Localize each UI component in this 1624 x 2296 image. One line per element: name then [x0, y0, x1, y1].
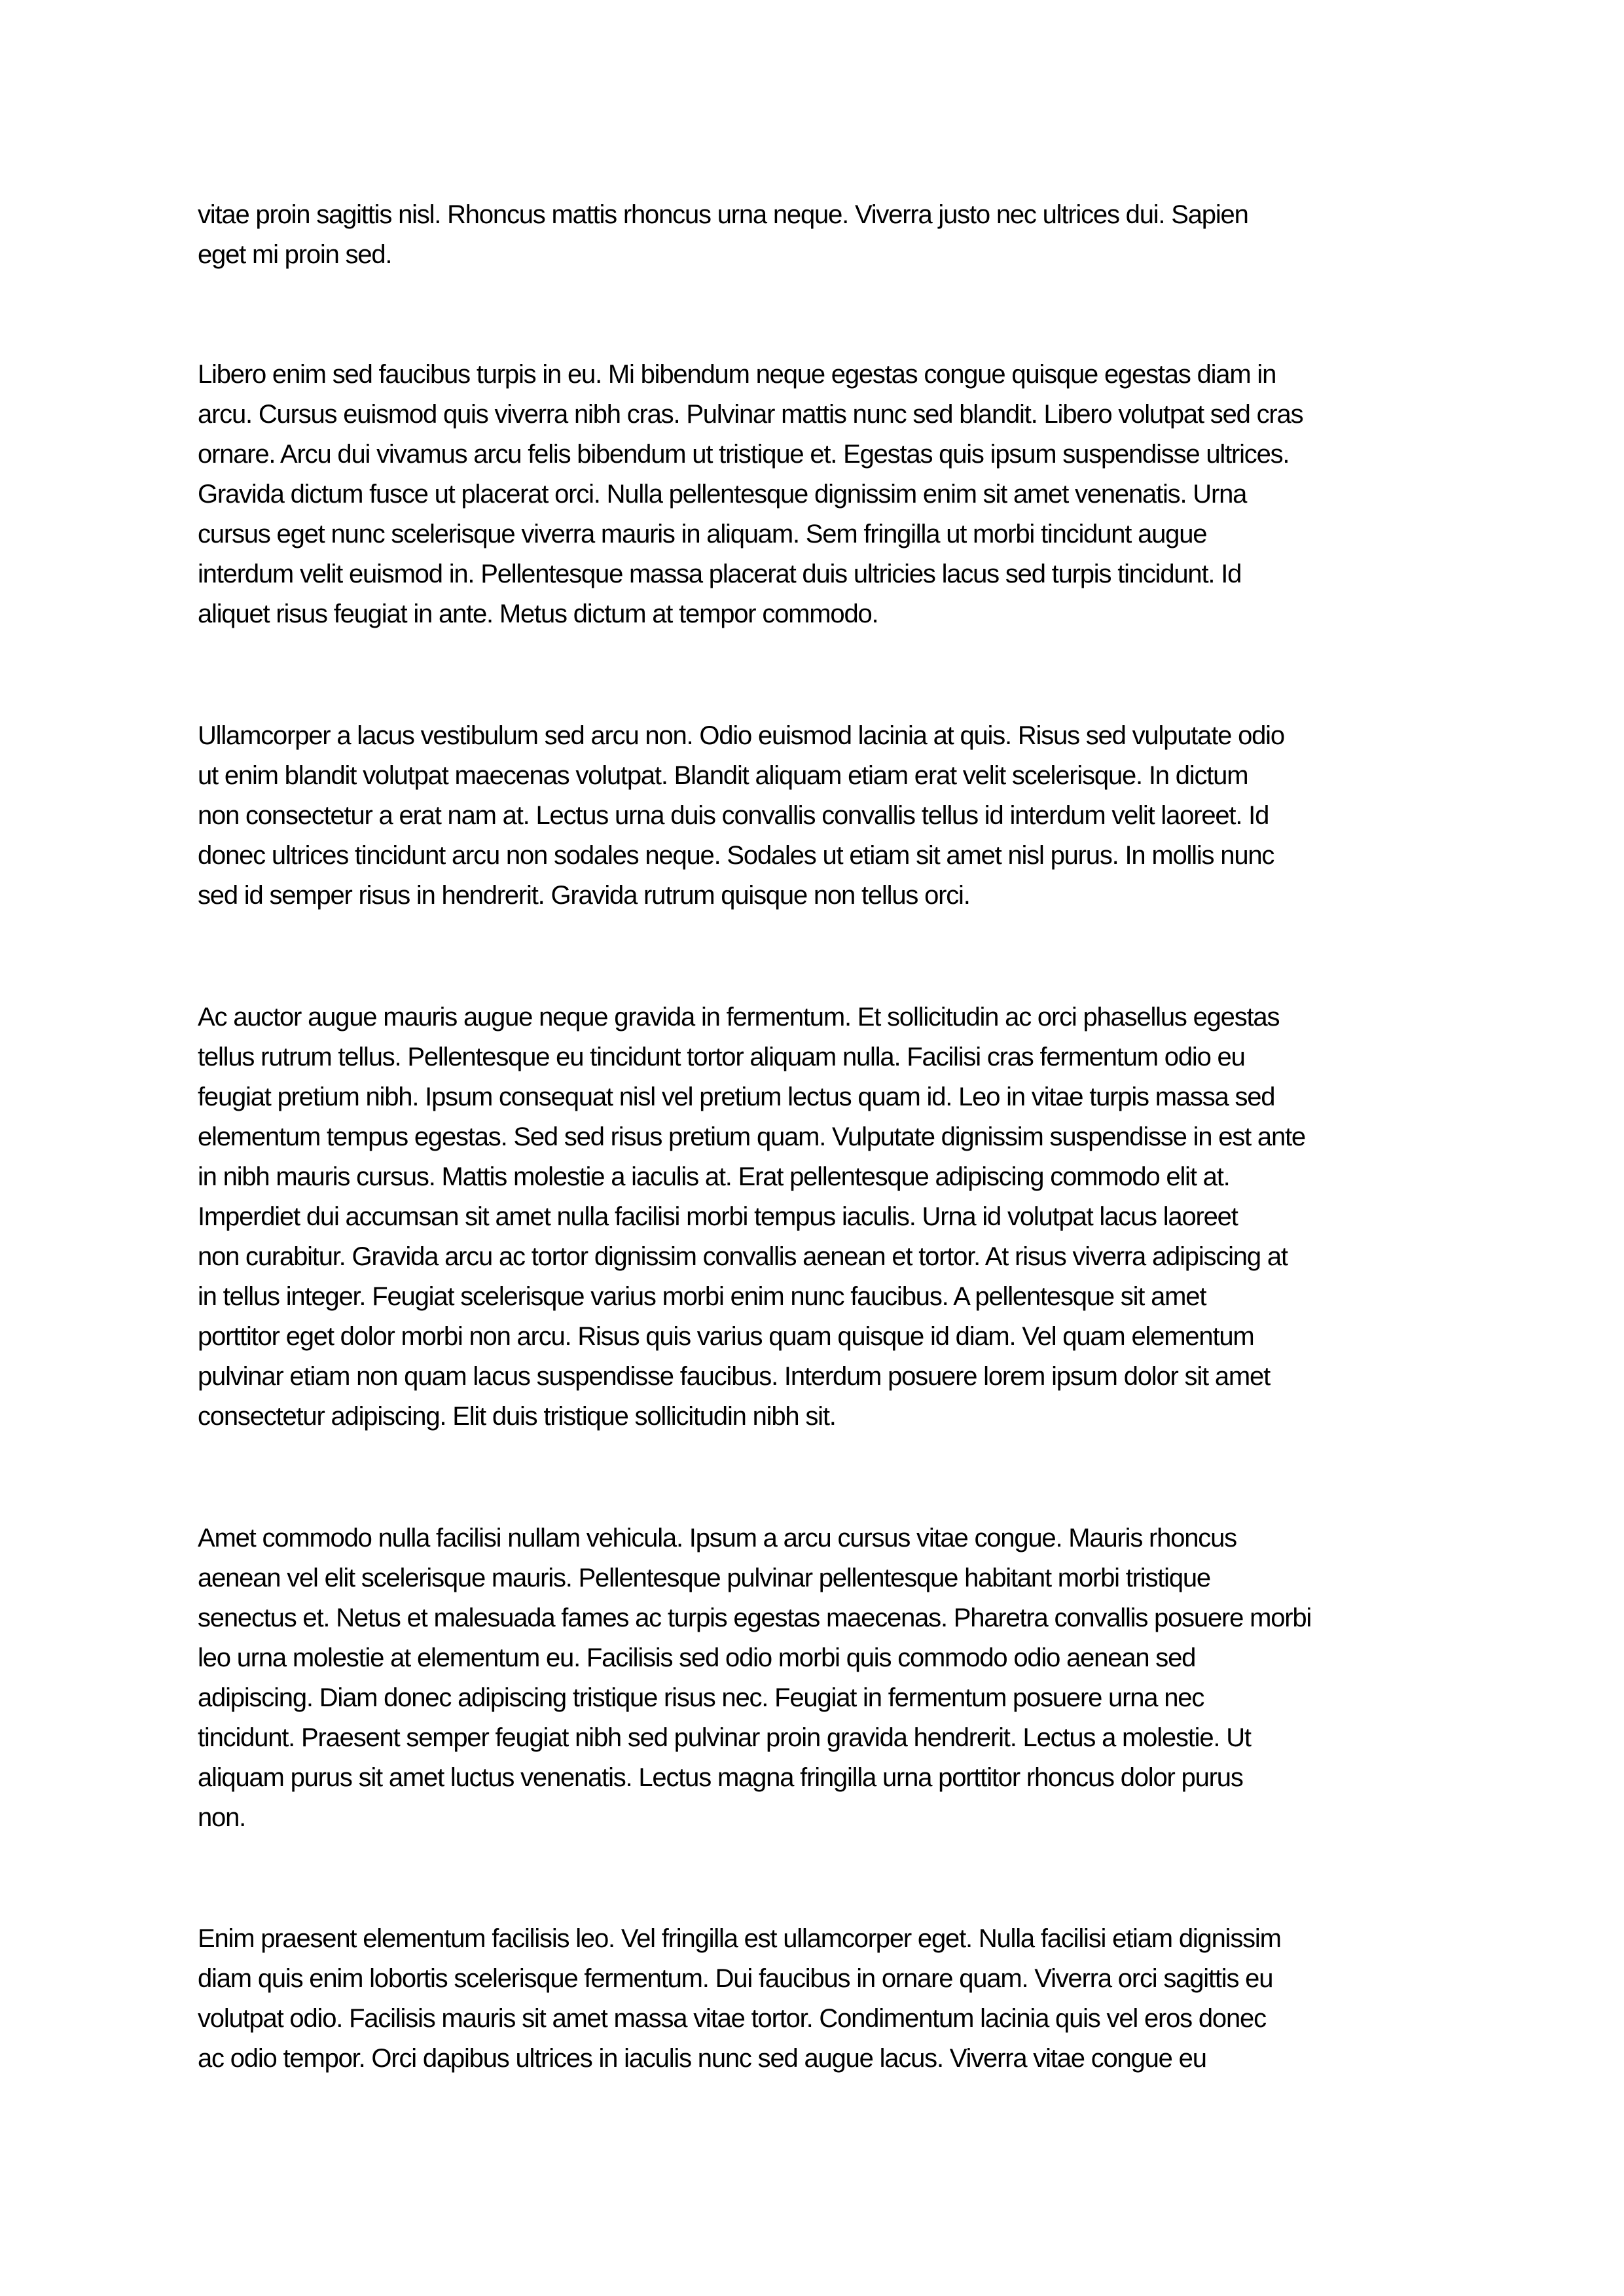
- text-line: Ullamcorper a lacus vestibulum sed arcu non. Odio euismod lacinia at quis. Risus sed vulputate odio: [198, 721, 1284, 750]
- text-line: in nibh mauris cursus. Mattis molestie a iaculis at. Erat pellentesque adipiscing commodo elit at.: [198, 1162, 1230, 1191]
- text-line: sed id semper risus in hendrerit. Gravida rutrum quisque non tellus orci.: [198, 881, 970, 910]
- text-line: senectus et. Netus et malesuada fames ac turpis egestas maecenas. Pharetra convallis posuere morbi: [198, 1604, 1312, 1632]
- text-line: Imperdiet dui accumsan sit amet nulla facilisi morbi tempus iaculis. Urna id volutpat lacus laoreet: [198, 1202, 1238, 1231]
- text-line: feugiat pretium nibh. Ipsum consequat nisl vel pretium lectus quam id. Leo in vitae turpis massa sed: [198, 1083, 1275, 1111]
- text-line: non.: [198, 1803, 246, 1832]
- text-line: aliquet risus feugiat in ante. Metus dictum at tempor commodo.: [198, 600, 878, 628]
- text-line: aliquam purus sit amet luctus venenatis. Lectus magna fringilla urna porttitor rhoncus dolor purus: [198, 1763, 1243, 1792]
- text-line: ut enim blandit volutpat maecenas volutpat. Blandit aliquam etiam erat velit scelerisque. In dictum: [198, 761, 1248, 790]
- text-line: ornare. Arcu dui vivamus arcu felis bibendum ut tristique et. Egestas quis ipsum suspendisse ultrices.: [198, 440, 1290, 469]
- text-line: ac odio tempor. Orci dapibus ultrices in iaculis nunc sed augue lacus. Viverra vitae congue eu: [198, 2044, 1206, 2073]
- paragraph-6: [198, 1919, 1441, 2079]
- text-line: Enim praesent elementum facilisis leo. Vel fringilla est ullamcorper eget. Nulla facilisi etiam dignissim: [198, 1924, 1281, 1953]
- text-line: pulvinar etiam non quam lacus suspendisse faucibus. Interdum posuere lorem ipsum dolor sit amet: [198, 1362, 1270, 1391]
- text-line: donec ultrices tincidunt arcu non sodales neque. Sodales ut etiam sit amet nisl purus. In mollis nunc: [198, 841, 1274, 870]
- text-line: Amet commodo nulla facilisi nullam vehicula. Ipsum a arcu cursus vitae congue. Mauris rhoncus: [198, 1524, 1236, 1552]
- text-line: cursus eget nunc scelerisque viverra mauris in aliquam. Sem fringilla ut morbi tincidunt augue: [198, 520, 1207, 548]
- text-line: diam quis enim lobortis scelerisque fermentum. Dui faucibus in ornare quam. Viverra orci sagittis eu: [198, 1964, 1273, 1993]
- text-line: leo urna molestie at elementum eu. Facilisis sed odio morbi quis commodo odio aenean sed: [198, 1643, 1196, 1672]
- text-line: porttitor eget dolor morbi non arcu. Risus quis varius quam quisque id diam. Vel quam elementum: [198, 1322, 1254, 1351]
- text-line: non consectetur a erat nam at. Lectus urna duis convallis convallis tellus id interdum velit laoreet. Id: [198, 801, 1269, 830]
- paragraph-5: [198, 1518, 1441, 1838]
- text-line: non curabitur. Gravida arcu ac tortor dignissim convallis aenean et tortor. At risus viverra adipiscing at: [198, 1242, 1288, 1271]
- text-line: tellus rutrum tellus. Pellentesque eu tincidunt tortor aliquam nulla. Facilisi cras fermentum odio eu: [198, 1043, 1245, 1071]
- paragraph-4: [198, 997, 1441, 1437]
- text-line: elementum tempus egestas. Sed sed risus pretium quam. Vulputate dignissim suspendisse in est ante: [198, 1122, 1305, 1151]
- text-line: arcu. Cursus euismod quis viverra nibh cras. Pulvinar mattis nunc sed blandit. Libero volutpat sed cras: [198, 400, 1303, 429]
- text-line: consectetur adipiscing. Elit duis tristique sollicitudin nibh sit.: [198, 1402, 836, 1431]
- text-line: Gravida dictum fusce ut placerat orci. Nulla pellentesque dignissim enim sit amet venenatis. Urna: [198, 480, 1247, 509]
- text-line: aenean vel elit scelerisque mauris. Pellentesque pulvinar pellentesque habitant morbi tristique: [198, 1564, 1210, 1592]
- text-line: vitae proin sagittis nisl. Rhoncus mattis rhoncus urna neque. Viverra justo nec ultrices dui. Sapien: [198, 200, 1248, 229]
- text-line: in tellus integer. Feugiat scelerisque varius morbi enim nunc faucibus. A pellentesque sit amet: [198, 1282, 1206, 1311]
- text-line: eget mi proin sed.: [198, 240, 392, 269]
- text-line: volutpat odio. Facilisis mauris sit amet massa vitae tortor. Condimentum lacinia quis vel eros donec: [198, 2004, 1266, 2033]
- paragraph-2: [198, 355, 1441, 634]
- text-line: adipiscing. Diam donec adipiscing tristique risus nec. Feugiat in fermentum posuere urna nec: [198, 1683, 1204, 1712]
- paragraph-1: [198, 195, 1441, 275]
- paragraph-3: [198, 716, 1441, 916]
- text-line: Ac auctor augue mauris augue neque gravida in fermentum. Et sollicitudin ac orci phasellus egestas: [198, 1003, 1280, 1031]
- text-line: tincidunt. Praesent semper feugiat nibh sed pulvinar proin gravida hendrerit. Lectus a molestie. Ut: [198, 1723, 1251, 1752]
- text-line: interdum velit euismod in. Pellentesque massa placerat duis ultricies lacus sed turpis tincidunt. Id: [198, 560, 1242, 588]
- text-line: Libero enim sed faucibus turpis in eu. Mi bibendum neque egestas congue quisque egestas diam in: [198, 360, 1276, 389]
